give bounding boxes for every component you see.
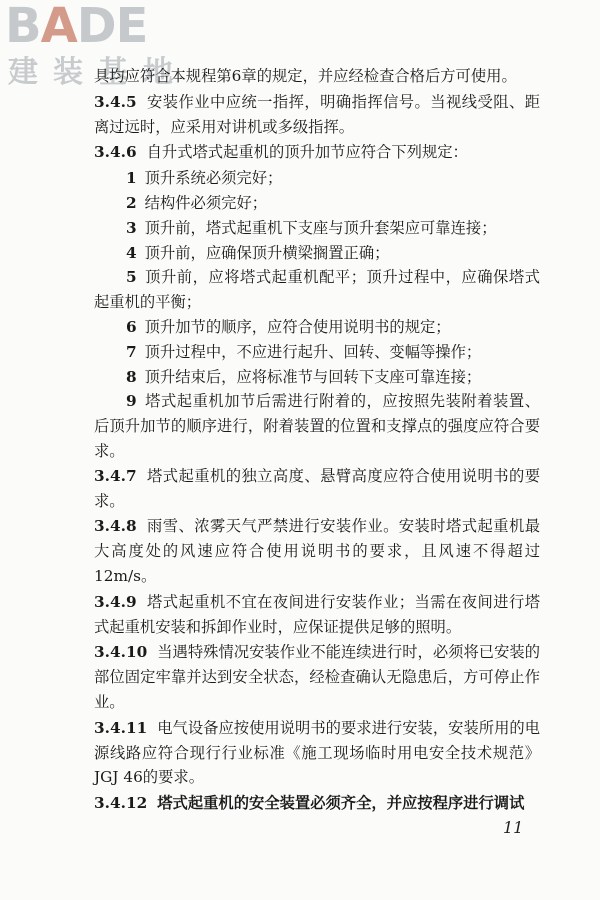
list-item: 4 顶升前，应确保顶升横梁搁置正确； <box>126 243 390 262</box>
section-3-4-12 <box>94 791 540 816</box>
section-3-4-8 <box>94 514 540 588</box>
section-number: 3.4.7 <box>94 466 137 485</box>
section-3-4-11 <box>94 716 540 790</box>
section-number: 3.4.9 <box>94 592 137 611</box>
continued-line: 具均应符合本规程第6章的规定，并应经检查合格后方可使用。 <box>94 67 517 85</box>
section-text: 塔式起重机的安全装置必须齐全，并应按程序进行调试 <box>157 794 525 813</box>
section-3-4-5 <box>94 90 540 140</box>
section-text: 安装作业中应统一指挥，明确指挥信号。当视线受阻、距离过远时，应采用对讲机或多级指挥。 <box>94 92 540 136</box>
section-text: 当遇特殊情况安装作业不能连续进行时，必须将已安装的部位固定牢靠并达到安全状态，经检查确认无隐患后，方可停止作业。 <box>94 643 540 711</box>
watermark-subtitle: 建装基地 <box>8 55 188 90</box>
section-text: 自升式塔式起重机的顶升加节应符合下列规定： <box>146 143 468 162</box>
section-number: 3.4.8 <box>94 517 137 536</box>
section-number: 3.4.11 <box>94 718 148 737</box>
page-number: 11 <box>503 818 524 837</box>
section-number: 3.4.12 <box>94 794 148 813</box>
section-number: 3.4.10 <box>94 643 148 662</box>
list-item: 7 顶升过程中，不应进行起升、回转、变幅等操作； <box>126 342 482 361</box>
section-3-4-10 <box>94 640 540 714</box>
logo-letters-de: DE <box>76 0 148 54</box>
body-text <box>94 64 540 817</box>
section-number: 3.4.5 <box>94 92 137 111</box>
section-text: 塔式起重机不宜在夜间进行安装作业；当需在夜间进行塔式起重机安装和拆卸作业时，应保证提供足够的照明。 <box>94 592 540 636</box>
section-text: 塔式起重机的独立高度、悬臂高度应符合使用说明书的要求。 <box>94 466 540 510</box>
list-item: 6 顶升加节的顺序，应符合使用说明书的规定； <box>126 317 451 336</box>
logo-letter-b: B <box>5 0 41 54</box>
section-3-4-9 <box>94 590 540 640</box>
logo-letter-a: A <box>40 0 77 54</box>
list-item: 3 顶升前，塔式起重机下支座与顶升套架应可靠连接； <box>126 218 497 237</box>
section-3-4-7 <box>94 464 540 514</box>
section-number: 3.4.6 <box>94 143 137 162</box>
list-item: 9 塔式起重机加节后需进行附着的，应按照先装附着装置、后顶升加节的顺序进行，附着装置的位置和支撑点的强度应符合要求。 <box>94 392 540 460</box>
list-item: 8 顶升结束后，应将标准节与回转下支座可靠连接； <box>126 367 482 386</box>
list-item: 5 顶升前，应将塔式起重机配平；顶升过程中，应确保塔式起重机的平衡； <box>94 268 540 312</box>
section-text: 电气设备应按使用说明书的要求进行安装，安装所用的电源线路应符合现行行业标准《施工现场临时用电安全技术规范》JGJ 46的要求。 <box>94 718 540 787</box>
section-text: 雨雪、浓雾天气严禁进行安装作业。安装时塔式起重机最大高度处的风速应符合使用说明书的要求，且风速不得超过12m/s。 <box>94 517 540 585</box>
list-item: 1 顶升系统必须完好； <box>126 169 283 188</box>
list-item: 2 结构件必须完好； <box>126 193 268 212</box>
section-3-4-6 <box>94 140 540 165</box>
bade-watermark-logo <box>5 0 148 54</box>
